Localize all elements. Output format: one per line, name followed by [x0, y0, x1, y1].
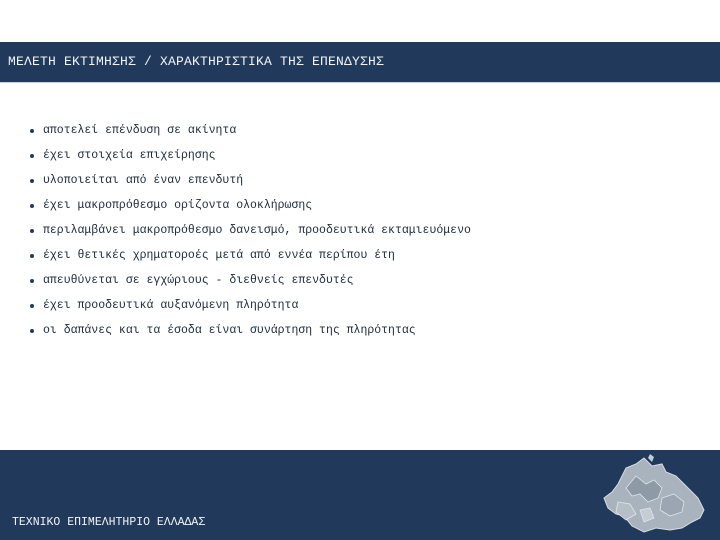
bullet-dot-icon	[30, 254, 34, 258]
bullet-item	[28, 118, 471, 143]
bullet-dot-icon	[30, 204, 34, 208]
bullet-dot-icon	[30, 179, 34, 183]
bullet-text: έχει προοδευτικά αυξανόμενη πληρότητα	[43, 299, 299, 312]
bullet-text: οι δαπάνες και τα έσοδα είναι συνάρτηση της πληρότητας	[43, 324, 416, 337]
bullet-item	[28, 218, 471, 243]
footer-organization: ΤΕΧΝΙΚΟ ΕΠΙΜΕΛΗΤΗΡΙΟ ΕΛΛΑΔΑΣ	[12, 516, 206, 529]
bullet-item	[28, 143, 471, 168]
bullet-text: απευθύνεται σε εγχώριους - διεθνείς επενδυτές	[43, 274, 354, 287]
bullet-text: περιλαμβάνει μακροπρόθεσμο δανεισμό, προοδευτικά εκταμιευόμενο	[43, 224, 471, 237]
title-bar	[0, 42, 720, 83]
bullet-text: αποτελεί επένδυση σε ακίνητα	[43, 124, 237, 137]
bullet-dot-icon	[30, 279, 34, 283]
bullet-dot-icon	[30, 304, 34, 308]
map-logo-icon	[596, 454, 714, 536]
bullet-text: υλοποιείται από έναν επενδυτή	[43, 174, 244, 187]
bullet-text: έχει μακροπρόθεσμο ορίζοντα ολοκλήρωσης	[43, 199, 313, 212]
bullet-dot-icon	[30, 229, 34, 233]
bullet-text: έχει στοιχεία επιχείρησης	[43, 149, 216, 162]
bullet-dot-icon	[30, 329, 34, 333]
bullet-item	[28, 243, 471, 268]
bullet-item	[28, 318, 471, 343]
footer-bar	[0, 450, 720, 540]
bullet-item	[28, 268, 471, 293]
bullet-text: έχει θετικές χρηματοροές μετά από εννέα περίπου έτη	[43, 249, 395, 262]
bullet-list	[28, 118, 471, 343]
bullet-dot-icon	[30, 129, 34, 133]
bullet-item	[28, 293, 471, 318]
slide-title: ΜΕΛΕΤΗ ΕΚΤΙΜΗΣΗΣ / ΧΑΡΑΚΤΗΡΙΣΤΙΚΑ ΤΗΣ ΕΠΕΝΔΥΣΗΣ	[8, 54, 385, 69]
bullet-dot-icon	[30, 154, 34, 158]
bullet-item	[28, 168, 471, 193]
bullet-item	[28, 193, 471, 218]
